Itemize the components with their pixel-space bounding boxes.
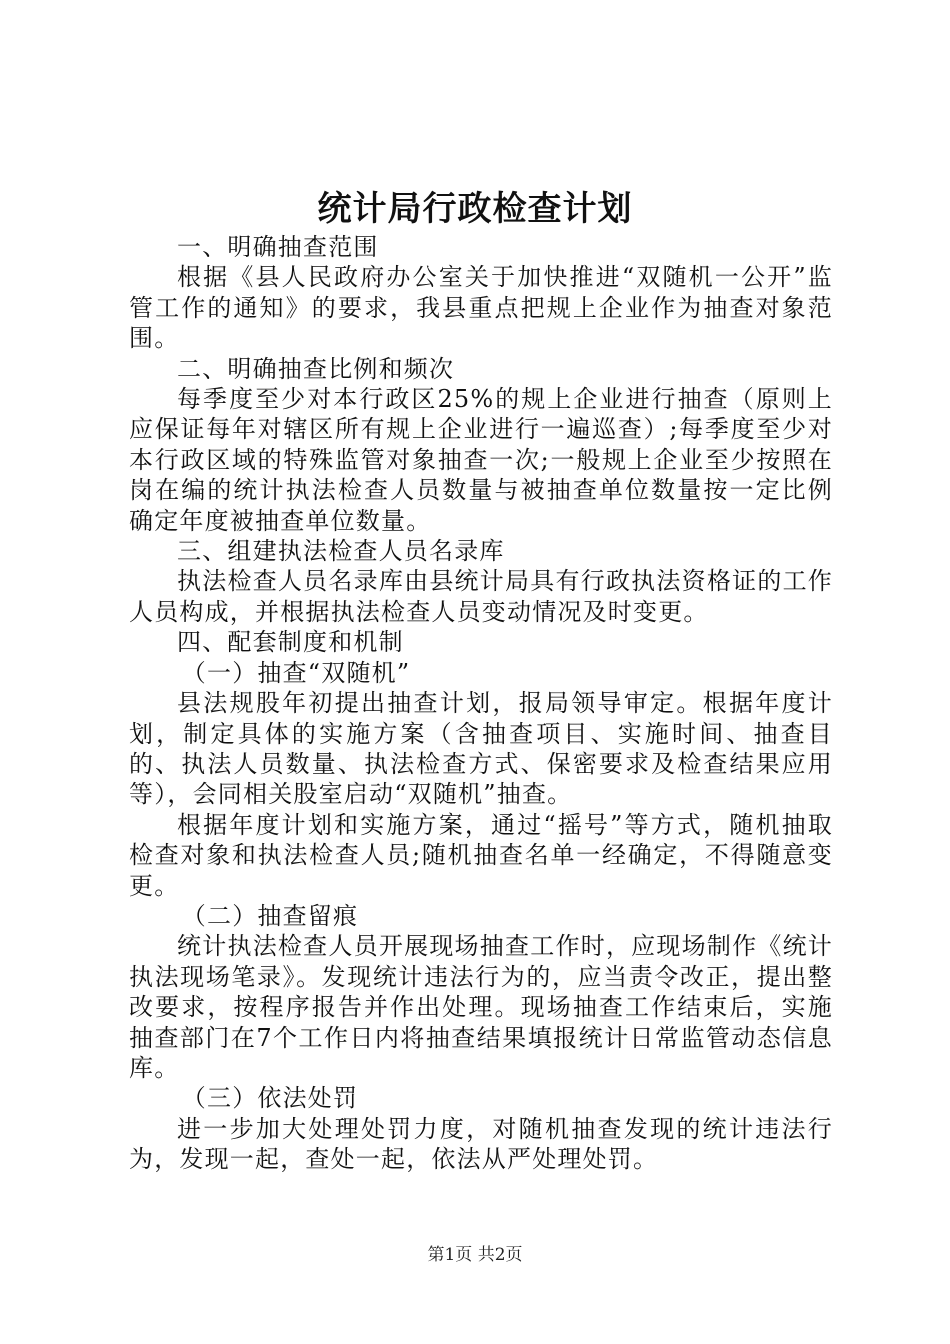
section-heading: 三、组建执法检查人员名录库 <box>177 537 505 566</box>
paragraph: 每季度至少对本行政区25%的规上企业进行抽查（原则上应保证每年对辖区所有规上企业进行一遍巡查）;每季度至少对本行政区域的特殊监管对象抽查一次;一般规上企业至少按照在岗在编的统计执法检查人员数量与被抽查单位数量按一定比例确定年度被抽查单位数量。 <box>129 385 833 535</box>
document-body <box>129 232 833 1175</box>
paragraph: 根据《县人民政府办公室关于加快推进“双随机一公开”监管工作的通知》的要求，我县重点把规上企业作为抽查对象范围。 <box>129 263 833 353</box>
section-heading: 四、配套制度和机制 <box>177 628 404 657</box>
page-footer: 第1页 共2页 <box>427 1245 523 1265</box>
paragraph: 根据年度计划和实施方案，通过“摇号”等方式，随机抽取检查对象和执法检查人员;随机抽查名单一经确定，不得随意变更。 <box>129 810 833 900</box>
section-heading: 二、明确抽查比例和频次 <box>177 354 455 383</box>
paragraph: 县法规股年初提出抽查计划，报局领导审定。根据年度计划，制定具体的实施方案（含抽查项目、实施时间、抽查目的、执法人员数量、执法检查方式、保密要求及检查结果应用等），会同相关股室启动“双随机”抽查。 <box>129 689 833 809</box>
section-heading: 一、明确抽查范围 <box>177 233 379 261</box>
subsection-heading: （三）依法处罚 <box>181 1084 359 1113</box>
subsection-heading: （一）抽查“双随机” <box>181 658 411 687</box>
document-title: 统计局行政检查计划 <box>317 189 633 229</box>
paragraph: 执法检查人员名录库由县统计局具有行政执法资格证的工作人员构成，并根据执法检查人员变动情况及时变更。 <box>129 567 833 626</box>
paragraph: 进一步加大处理处罚力度，对随机抽查发现的统计违法行为，发现一起，查处一起，依法从严处理处罚。 <box>129 1114 833 1174</box>
paragraph: 统计执法检查人员开展现场抽查工作时，应现场制作《统计执法现场笔录》。发现统计违法行为的，应当责令改正，提出整改要求，按程序报告并作出处理。现场抽查工作结束后，实施抽查部门在7个工作日内将抽查结果填报统计日常监管动态信息库。 <box>129 932 833 1082</box>
subsection-heading: （二）抽查留痕 <box>181 901 359 930</box>
